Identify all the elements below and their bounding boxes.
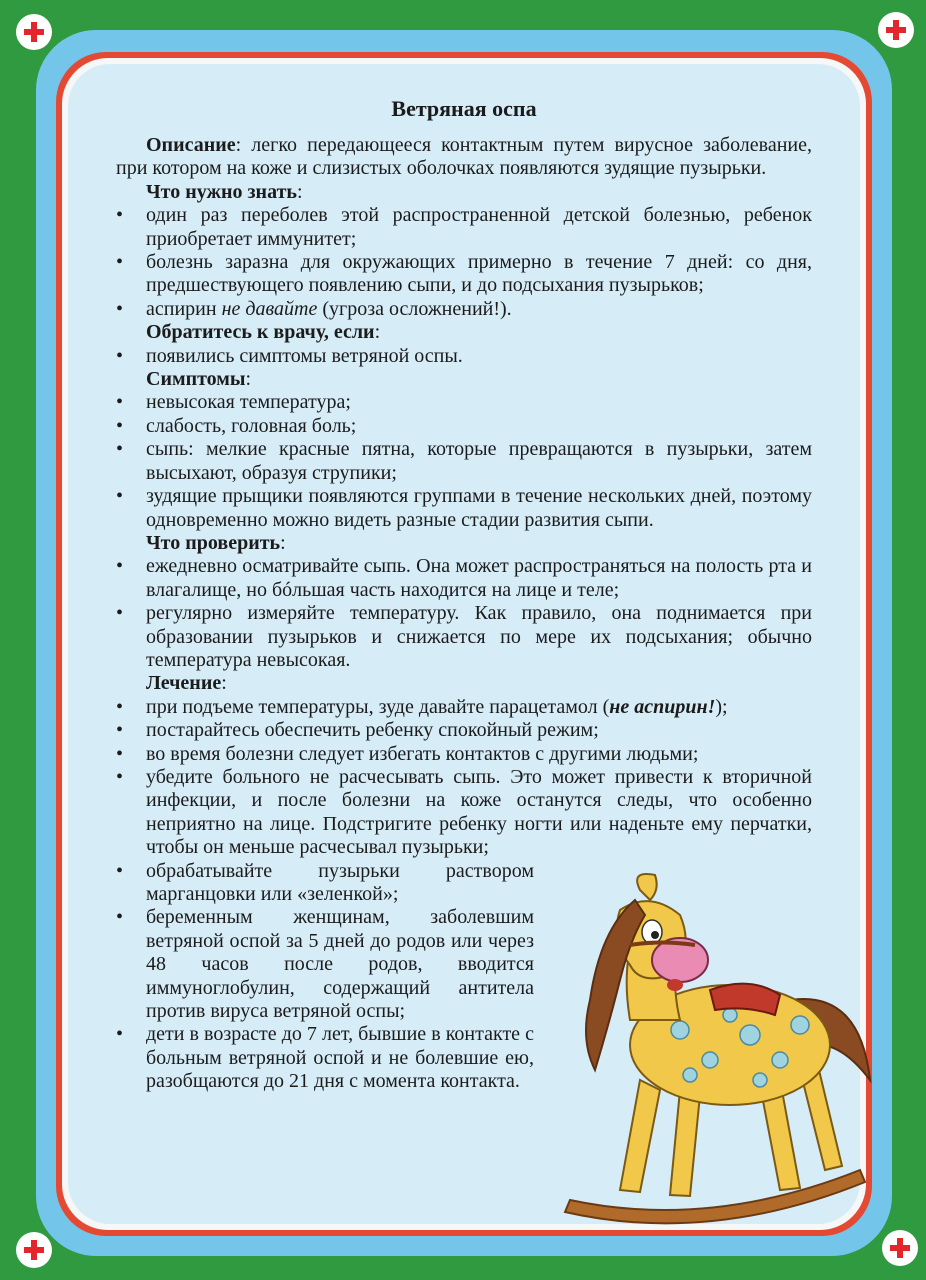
- article: [116, 96, 812, 1094]
- list-item: • во время болезни следует избегать контактов с другими людьми;: [116, 743, 812, 766]
- know-list: [116, 204, 812, 321]
- emphasis: не давайте: [221, 297, 318, 320]
- list-item: • слабость, головная боль;: [116, 415, 812, 438]
- text-run: аспирин: [146, 297, 222, 320]
- red-cross-icon: [16, 1232, 52, 1268]
- red-cross-icon: [878, 12, 914, 48]
- check-list: [116, 555, 812, 672]
- treatment-list: [116, 696, 812, 1094]
- list-item: • регулярно измеряйте температуру. Как правило, она поднимается при образовании пузырьков и снижается по мере их подсыхания; обычно температура невысокая.: [116, 602, 812, 672]
- list-item: • один раз переболев этой распространенной детской болезнью, ребенок приобретает иммунитет;: [116, 204, 812, 251]
- text-run: (угроза осложнений!).: [317, 297, 512, 320]
- heading-text: Лечение: [146, 672, 222, 695]
- list-item: • дети в возрасте до 7 лет, бывшие в контакте с больным ветряной оспой и не болевшие ею, разобщаются до 21 дня с момента контакта.: [116, 1023, 534, 1093]
- heading-text: Обратитесь к врачу, если: [146, 321, 375, 344]
- list-item: • ежедневно осматривайте сыпь. Она может распространяться на полость рта и влагалище, но бóльшая часть находится на лице и теле;: [116, 555, 812, 602]
- list-item: • появились симптомы ветряной оспы.: [116, 345, 812, 368]
- description-text: : легко передающееся контактным путем вирусное заболевание, при котором на коже и слизистых оболочках появляются зудящие пузырьки.: [116, 134, 812, 180]
- list-item: • зудящие прыщики появляются группами в течение нескольких дней, поэтому одновременно можно видеть разные стадии развития сыпи.: [116, 485, 812, 532]
- emphasis: не аспирин!: [609, 695, 716, 718]
- description-paragraph: [116, 134, 812, 181]
- symptoms-list: [116, 391, 812, 531]
- heading-text: Что нужно знать: [146, 180, 297, 203]
- list-item: [116, 298, 812, 321]
- list-item: • постарайтесь обеспечить ребенку спокойный режим;: [116, 719, 812, 742]
- section-heading-symptoms: Симптомы:: [146, 368, 252, 391]
- list-item: • убедите больного не расчесывать сыпь. Это может привести к вторичной инфекции, и после болезни на коже останутся следы, что особенно неприятно на лице. Подстригите ребенку ногти или наденьте ему перчатки, чтобы он меньше расчесывал пузырьки;: [116, 766, 812, 860]
- list-item: • болезнь заразна для окружающих примерно в течение 7 дней: со дня, предшествующего появлению сыпи, и до подсыхания пузырьков;: [116, 251, 812, 298]
- text-run: при подъеме температуры, зуде давайте парацетамол (: [146, 695, 610, 718]
- red-cross-icon: [882, 1230, 918, 1266]
- page-title: Ветряная оспа: [391, 96, 537, 121]
- text-run: );: [715, 695, 728, 718]
- doctor-list: [116, 345, 812, 368]
- list-item: • невысокая температура;: [116, 391, 812, 414]
- heading-text: Что проверить: [146, 531, 281, 554]
- list-item: [116, 696, 812, 719]
- red-cross-icon: [16, 14, 52, 50]
- section-heading-know: Что нужно знать:: [146, 180, 303, 203]
- list-item: • обрабатывайте пузырьки раствором марганцовки или «зеленкой»;: [116, 860, 534, 907]
- section-heading-check: Что проверить:: [146, 531, 286, 554]
- section-heading-doctor: Обратитесь к врачу, если:: [146, 321, 381, 344]
- section-heading-treatment: Лечение:: [146, 672, 227, 695]
- list-item: • сыпь: мелкие красные пятна, которые превращаются в пузырьки, затем высыхают, образуя струпики;: [116, 438, 812, 485]
- description-label: Описание: [146, 134, 236, 156]
- heading-text: Симптомы: [146, 368, 246, 391]
- list-item: • беременным женщинам, заболевшим ветряной оспой за 5 дней до родов или через 48 часов после родов, вводится иммуноглобулин, содержащий антитела против вируса ветряной оспы;: [116, 906, 534, 1023]
